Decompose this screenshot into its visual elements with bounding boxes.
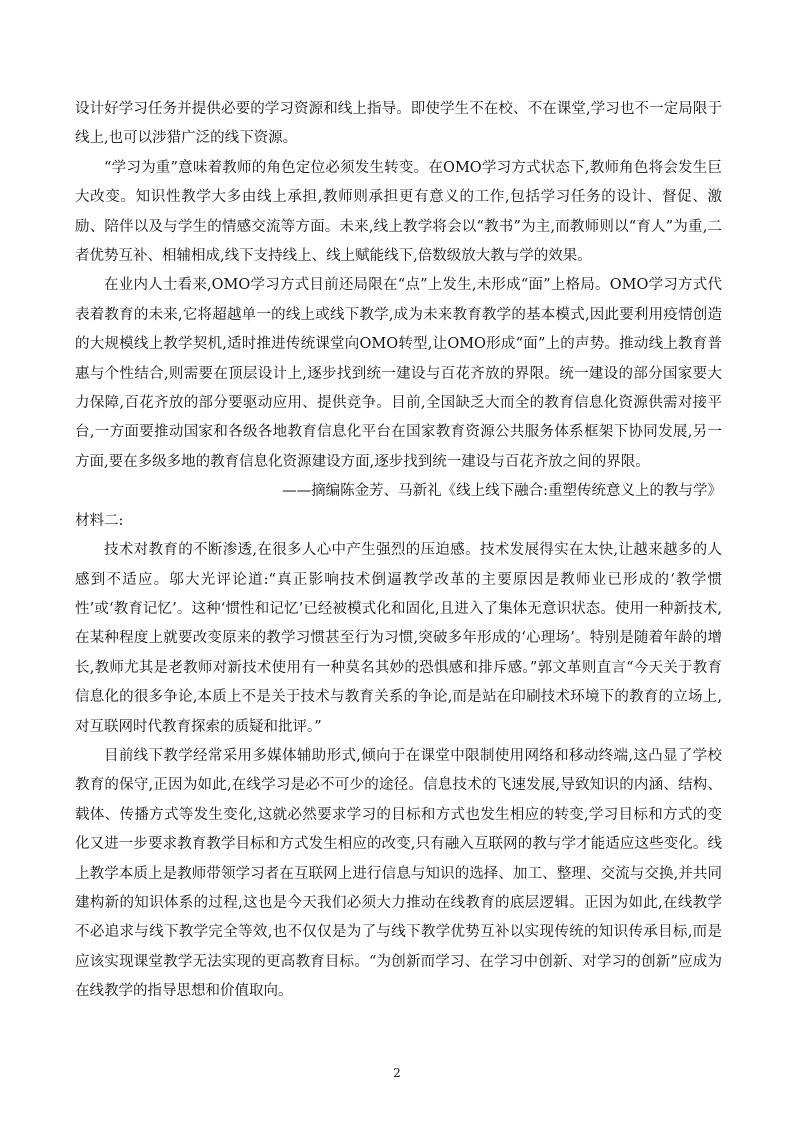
paragraph-teacher-role: “学习为重”意味着教师的角色定位必须发生转变。在OMO学习方式状态下,教师角色将会发生巨大改变。知识性教学大多由线上承担,教师则承担更有意义的工作,包括学习任务的设计、督促、激励、陪伴以及与学生的情感交流等方面。未来,线上教学将会以“教书”为主,而教师则以“育人”为重,二者优势互补、相辅相成,线下支持线上、线上赋能线下,倍数级放大教与学的效果。 [75,159,722,265]
paragraph-continuation: 设计好学习任务并提供必要的学习资源和线上指导。即使学生不在校、不在课堂,学习也不一定局限于线上,也可以涉猎广泛的线下资源。 [75,101,722,147]
page-number: 2 [393,1066,401,1080]
paragraph-technology-pressure: 技术对教育的不断渗透,在很多人心中产生强烈的压迫感。技术发展得实在太快,让越来越多的人感到不适应。邬大光评论道:“真正影响技术倒逼教学改革的主要原因是教师业已形成的‘教学惯性’或‘教育记忆’。这种‘惯性和记忆’已经被模式化和固化,且进入了集体无意识状态。使用一种新技术,在某种程度上就要改变原来的教学习惯甚至行为习惯,突破多年形成的‘心理场’。特别是随着年龄的增长,教师尤其是老教师对新技术使用有一种莫名其妙的恐惧感和排斥感。”郭文革则直言“今天关于教育信息化的很多争论,本质上不是关于技术与教育关系的争论,而是站在印刷技术环境下的教育的立场上,对互联网时代教育探索的质疑和批评。” [75,542,722,735]
material-two-label: 材料二: [75,512,124,529]
paragraph-omo-future: 在业内人士看来,OMO学习方式目前还局限在“点”上发生,未形成“面”上格局。OMO学习方式代表着教育的未来,它将超越单一的线上或线下教学,成为未来教育教学的基本模式,因此要利用疫情创造的大规模线上教学契机,适时推进传统课堂向OMO转型,让OMO形成“面”上的声势。推动线上教育普惠与个性结合,则需要在顶层设计上,逐步找到统一建设与百花齐放的界限。统一建设的部分国家要大力保障,百花齐放的部分要驱动应用、提供竞争。目前,全国缺乏大而全的教育信息化资源供需对接平台,一方面要推动国家和各级各地教育信息化平台在国家教育资源公共服务体系框架下协同发展,另一方面,要在多级多地的教育信息化资源建设方面,逐步找到统一建设与百花齐放之间的界限。 [75,277,722,470]
source-citation: ——摘编陈金芳、马新礼《线上线下融合:重塑传统意义上的教与学》 [282,483,722,500]
paragraph-online-teaching: 目前线下教学经常采用多媒体辅助形式,倾向于在课堂中限制使用网络和移动终端,这凸显了学校教育的保守,正因为如此,在线学习是必不可少的途径。信息技术的飞速发展,导致知识的内涵、结构、载体、传播方式等发生变化,这就必然要求学习的目标和方式也发生相应的转变,学习目标和方式的变化又进一步要求教育教学目标和方式发生相应的改变,只有融入互联网的教与学才能适应这些变化。线上教学本质上是教师带领学习者在互联网上进行信息与知识的选择、加工、整理、交流与交换,并共同建构新的知识体系的过程,这也是今天我们必须大力推动在线教育的底层逻辑。正因为如此,在线教学不必追求与线下教学完全等效,也不仅仅是为了与线下教学优势互补以实现传统的知识传承目标,而是应该实现课堂教学无法实现的更高教育目标。“为创新而学习、在学习中创新、对学习的创新”应成为在线教学的指导思想和价值取向。 [75,747,722,1000]
